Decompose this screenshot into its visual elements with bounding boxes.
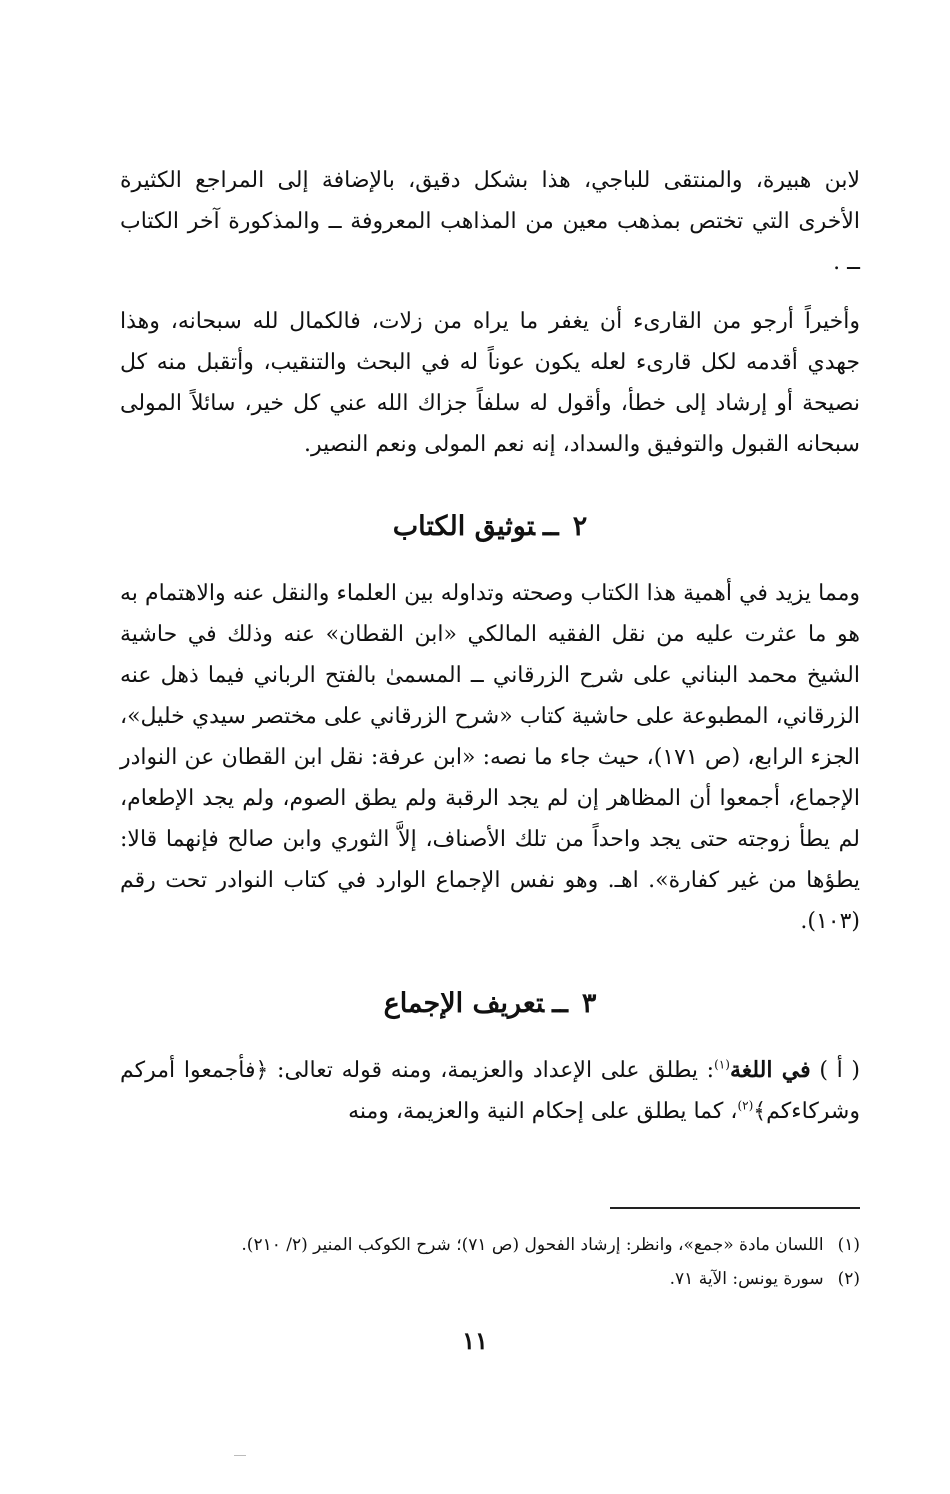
page-body <box>120 150 860 1132</box>
section-2-number: ٢ <box>572 511 588 542</box>
section-3-heading <box>120 984 860 1024</box>
footnote-number: (١) <box>837 1235 860 1255</box>
definition-text-1: : يطلق على الإعداد والعزيمة، ومنه قوله تعالى: ﴿فأجمعوا أمركم وشركاءكم﴾ <box>120 1058 860 1124</box>
closing-paragraph: وأخيراً أرجو من القارىء أن يغفر ما يراه من زلات، فالكمال لله سبحانه، وهذا جهدي أقدمه لكل قارىء لعله يكون عوناً له في البحث والتنقيب، وأتقبل منه كل نصيحة أو إرشاد إلى خطأ، وأقول له سلفاً جزاك الله عني كل خير، سائلاً المولى سبحانه القبول والتوفيق والسداد، إنه نعم المولى ونعم النصير. <box>120 309 860 457</box>
page-number: ١١ <box>462 1326 488 1355</box>
footnote-text: سورة يونس: الآية ٧١. <box>669 1269 824 1289</box>
footnote-text: اللسان مادة «جمع»، وانظر: إرشاد الفحول (ص ٧١)؛ شرح الكوكب المنير (٢/ ٢١٠). <box>241 1235 824 1255</box>
footnotes <box>120 1228 860 1296</box>
section-3-title: تعريف الإجماع <box>383 988 545 1019</box>
footnote-divider <box>610 1207 860 1209</box>
subsection-marker: ( أ ) <box>810 1058 860 1083</box>
footnote-1 <box>120 1228 860 1262</box>
footnote-2 <box>120 1262 860 1296</box>
section-3-dash: ــ <box>552 988 568 1019</box>
subsection-label: في اللغة <box>729 1057 811 1083</box>
footnote-number: (٢) <box>837 1269 860 1289</box>
intro-paragraph: لابن هبيرة، والمنتقى للباجي، هذا بشكل دقيق، بالإضافة إلى المراجع الكثيرة الأخرى التي تختص بمذهب معين من المذاهب المعروفة ــ والمذكورة آخر الكتاب ــ . <box>120 168 860 275</box>
section-3-paragraph <box>120 1050 860 1132</box>
section-2-heading <box>120 507 860 547</box>
section-2-paragraph: ومما يزيد في أهمية هذا الكتاب وصحته وتداوله بين العلماء والنقل عنه والاهتمام به هو ما عثرت عليه من نقل الفقيه المالكي «ابن القطان» عنه وذلك في حاشية الشيخ محمد البناني على شرح الزرقاني ــ المسمىٰ بالفتح الرباني فيما ذهل عنه الزرقاني، المطبوعة على حاشية كتاب «شرح الزرقاني على مختصر سيدي خليل»، الجزء الرابع، (ص ١٧١)، حيث جاء ما نصه: «ابن عرفة: نقل ابن القطان عن النوادر الإجماع، أجمعوا أن المظاهر إن لم يجد الرقبة ولم يطق الصوم، ولم يجد الإطعام، لم يطأ زوجته حتى يجد واحداً من تلك الأصناف، إلاَّ الثوري وابن صالح فإنهما قالا: يطؤها من غير كفارة». اهـ. وهو نفس الإجماع الوارد في كتاب النوادر تحت رقم (١٠٣). <box>120 581 860 934</box>
footnote-ref-2[interactable]: (٢) <box>737 1098 754 1113</box>
footnote-ref-1[interactable]: (١) <box>714 1057 730 1072</box>
scan-mark <box>234 1455 246 1456</box>
definition-text-2: ، كما يطلق على إحكام النية والعزيمة، ومنه <box>348 1099 738 1124</box>
section-2-title: توثيق الكتاب <box>392 511 535 542</box>
section-3-number: ٣ <box>581 988 597 1019</box>
section-2-dash: ــ <box>542 511 559 542</box>
